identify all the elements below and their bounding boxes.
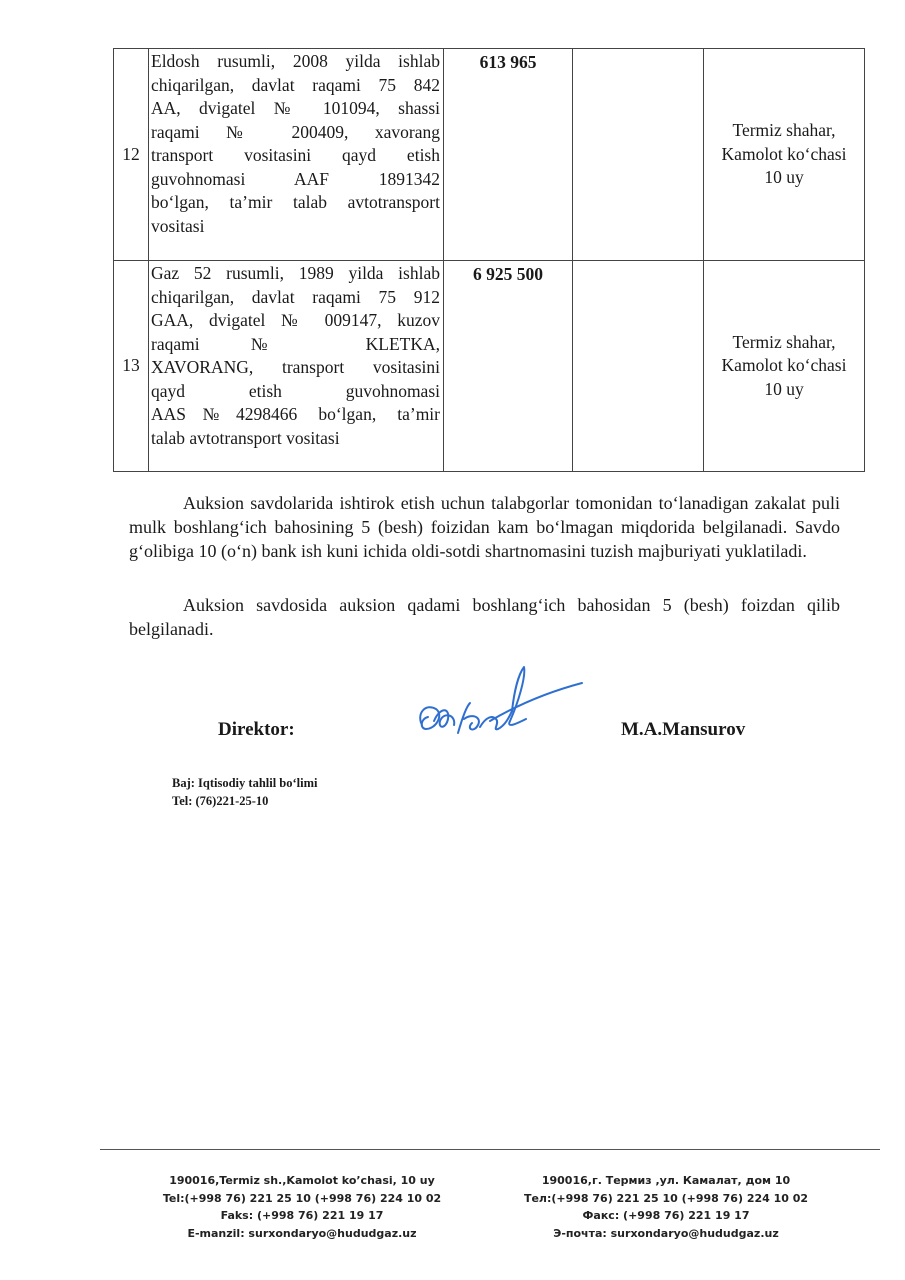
table-row: [114, 261, 865, 472]
step-text: Auksion savdosida auksion qadami boshlang‘ich bahosidan 5 (besh) foizdan qilib belgilanadi.: [129, 595, 840, 639]
description-line: GAA, dvigatel № 009147, kuzov: [151, 310, 440, 330]
empty-cell: [573, 261, 704, 472]
location-address: [704, 261, 865, 472]
step-paragraph: [129, 593, 840, 641]
description-line: chiqarilgan, davlat raqami 75 912: [151, 286, 440, 307]
deposit-text: Auksion savdolarida ishtirok etish uchun talabgorlar tomonidan to‘lanadigan zakalat puli mulk boshlang‘ich bahosining 5 (besh) foizidan kam bo‘lmagan miqdorida belgilanadi. Savdo g‘olibiga 10 (o‘n) bank ish kuni ichida oldi-sotdi shartnomasini tuzish majburiyati yuklatiladi.: [129, 493, 840, 561]
description-line: bo‘lgan, ta’mir talab avtotransport: [151, 192, 440, 212]
description-line: raqami № 200409, xavorang: [151, 121, 440, 142]
description-line: qayd etish guvohnomasi: [151, 380, 440, 401]
address-line: Termiz shahar,: [732, 120, 836, 141]
footer-line: 190016,Termiz sh.,Kamolot ko’chasi, 10 uy: [169, 1174, 435, 1187]
description-line: Gaz 52 rusumli, 1989 yilda ishlab: [151, 263, 440, 283]
row-number: 13: [114, 261, 149, 472]
footer-latin-address: [152, 1172, 452, 1242]
address-line: 10 uy: [764, 167, 804, 188]
deposit-paragraph: [129, 491, 840, 563]
signatory-name: M.A.Mansurov: [621, 719, 746, 740]
description-line: talab avtotransport vositasi: [151, 427, 340, 448]
starting-price: 6 925 500: [444, 261, 573, 472]
footer-line: Тел:(+998 76) 221 25 10 (+998 76) 224 10 02: [523, 1191, 809, 1205]
description-line: AAS№4298466 bo‘lgan, ta’mir: [151, 404, 440, 424]
row-number: 12: [114, 49, 149, 261]
footer-line: Э-почта: surxondaryo@hududgaz.uz: [553, 1226, 779, 1240]
description-line: XAVORANG, transport vositasini: [151, 357, 440, 377]
handwritten-signature: [414, 663, 584, 753]
executor-phone: Tel: (76)221-25-10: [172, 794, 269, 808]
footer-line: 190016,г. Термиз ,ул. Камалат, дом 10: [541, 1174, 791, 1187]
executor-note: Baj: Iqtisodiy tahlil bo‘limi: [172, 776, 318, 790]
empty-cell: [573, 49, 704, 261]
address-line: Kamolot ko‘chasi: [721, 143, 847, 164]
vehicle-description: [149, 49, 444, 261]
starting-price: 613 965: [444, 49, 573, 261]
location-address: [704, 49, 865, 261]
description-line: guvohnomasi AAF 1891342: [151, 168, 440, 189]
address-line: Termiz shahar,: [732, 331, 836, 352]
footer-line: E-manzil: surxondaryo@hududgaz.uz: [187, 1226, 417, 1240]
description-line: AA, dvigatel № 101094, shassi: [151, 98, 440, 118]
footer-cyrillic-address: [516, 1172, 816, 1242]
vehicle-description: [149, 261, 444, 472]
table-row: [114, 49, 865, 261]
footer-line: Факс: (+998 76) 221 19 17: [582, 1209, 750, 1222]
lots-table: [113, 48, 865, 472]
description-line: vositasi: [151, 215, 205, 236]
description-line: Eldosh rusumli, 2008 yilda ishlab: [151, 51, 440, 71]
address-line: 10 uy: [764, 378, 804, 399]
signatory-title: Direktor:: [218, 719, 295, 740]
footer-line: Tel:(+998 76) 221 25 10 (+998 76) 224 10 02: [162, 1191, 442, 1205]
description-line: raqami № KLETKA,: [151, 333, 440, 354]
description-line: transport vositasini qayd etish: [151, 145, 440, 165]
footer-divider: [100, 1149, 880, 1150]
footer-line: Faks: (+998 76) 221 19 17: [220, 1209, 384, 1222]
description-line: chiqarilgan, davlat raqami 75 842: [151, 74, 440, 95]
address-line: Kamolot ko‘chasi: [721, 355, 847, 376]
